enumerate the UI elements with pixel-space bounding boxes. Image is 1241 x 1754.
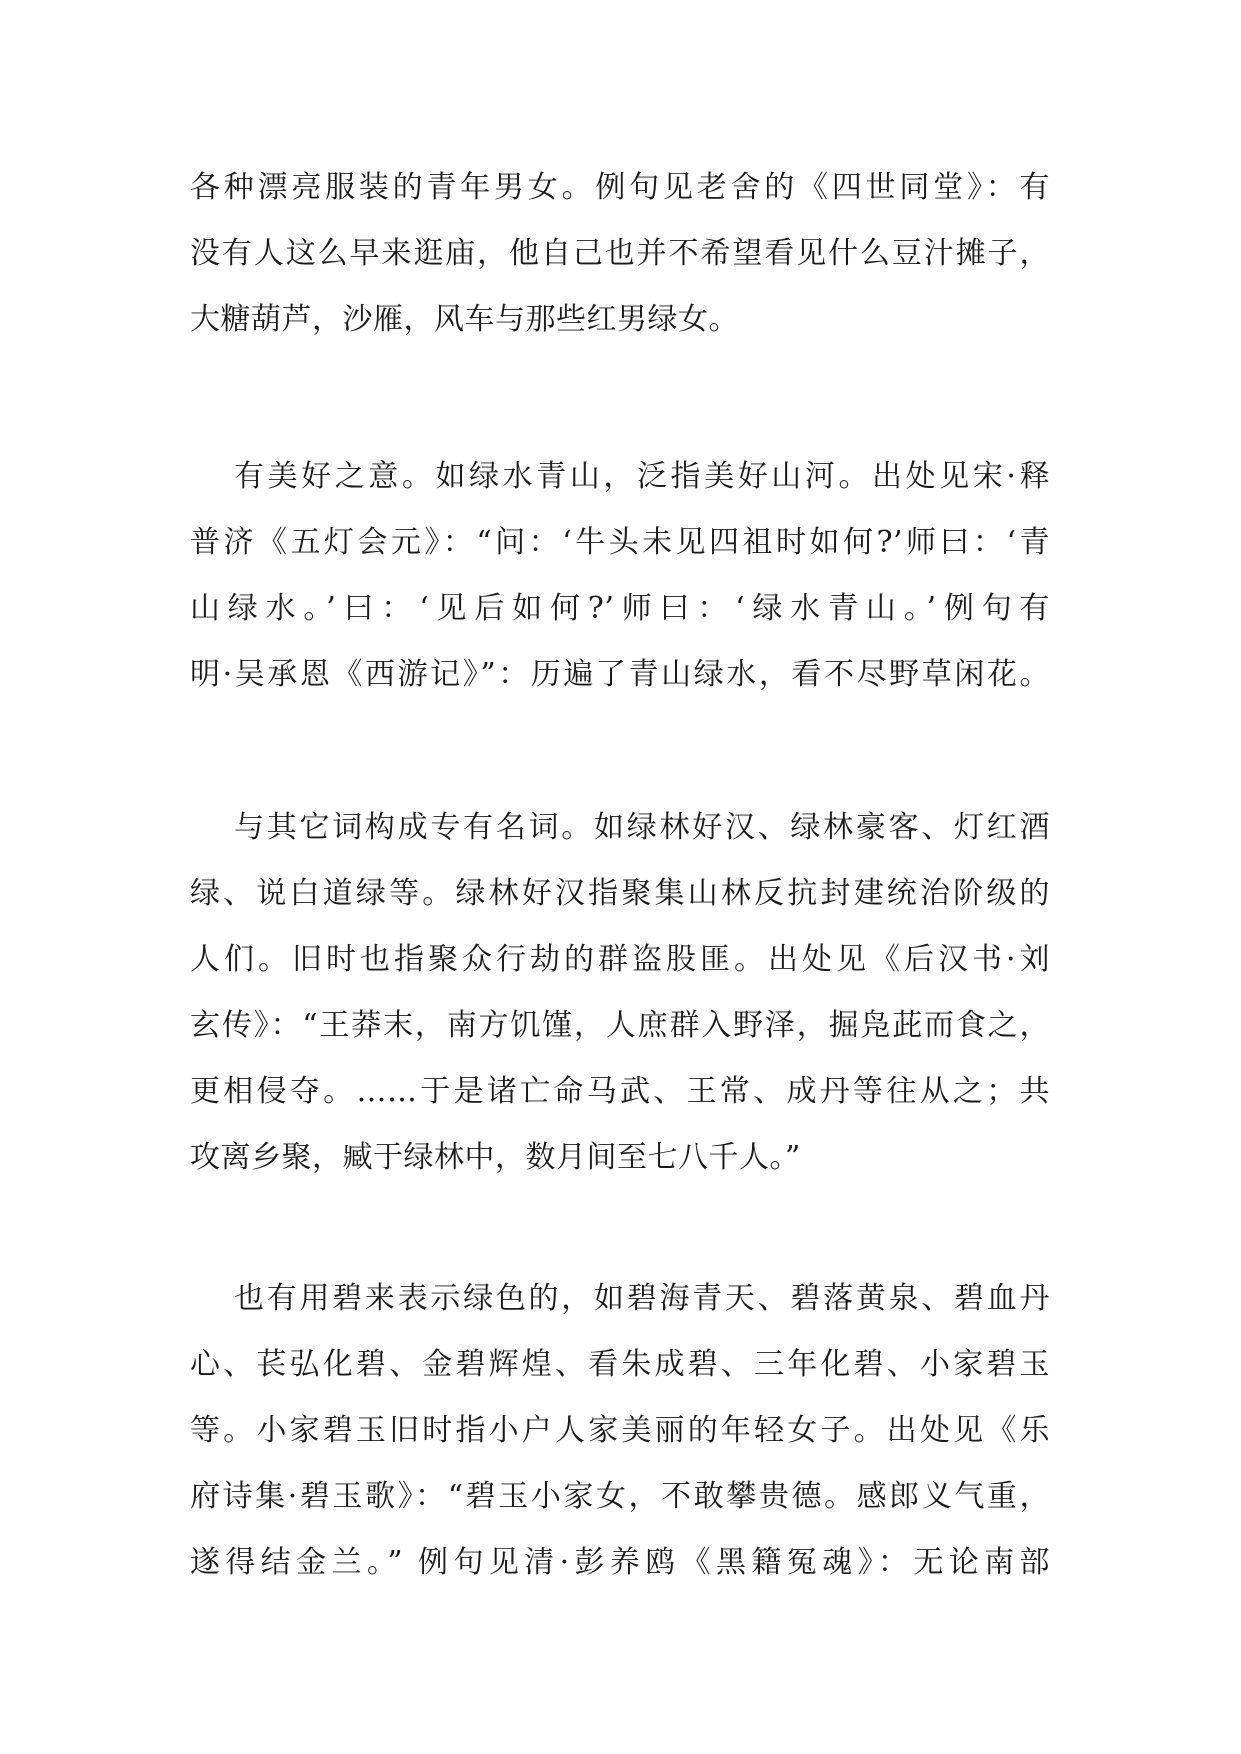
paragraph-greenwood-heroes xyxy=(190,795,1050,1191)
text-line: 府诗集·碧玉歌》：“碧玉小家女，不敢攀贵德。感郎义气重， xyxy=(190,1479,1050,1514)
text-line: 更相侵夺。……于是诸亡命马武、王常、成丹等往从之；共 xyxy=(190,1074,1050,1109)
text-line: 攻离乡聚，臧于绿林中，数月间至七八千人。” xyxy=(190,1140,801,1175)
text-line: 山绿水。’曰：‘见后如何?’师曰：‘绿水青山。’例句有 xyxy=(190,591,1050,626)
text-line: 没有人这么早来逛庙，他自己也并不希望看见什么豆汁摊子， xyxy=(190,236,1050,271)
text-line: 大糖葫芦，沙雁，风车与那些红男绿女。 xyxy=(190,302,739,337)
text-line: 遂得结金兰。” 例句见清·彭养鸥《黑籍冤魂》：无论南部 xyxy=(190,1545,1050,1580)
text-line: 有美好之意。如绿水青山，泛指美好山河。出处见宋·释 xyxy=(234,459,1050,494)
text-line: 绿、说白道绿等。绿林好汉指聚集山林反抗封建统治阶级的 xyxy=(190,876,1050,911)
text-line: 与其它词构成专有名词。如绿林好汉、绿林豪客、灯红酒 xyxy=(234,810,1050,845)
text-line: 明·吴承恩《西游记》”：历遍了青山绿水，看不尽野草闲花。 xyxy=(190,657,1050,692)
text-line: 人们。旧时也指聚众行劫的群盗股匪。出处见《后汉书·刘 xyxy=(190,942,1050,977)
text-line: 玄传》：“王莽末，南方饥馑，人庶群入野泽，掘凫茈而食之， xyxy=(190,1008,1050,1043)
paragraph-red-men-green-women xyxy=(190,155,1050,353)
text-line: 等。小家碧玉旧时指小户人家美丽的年轻女子。出处见《乐 xyxy=(190,1413,1050,1448)
text-line: 也有用碧来表示绿色的，如碧海青天、碧落黄泉、碧血丹 xyxy=(234,1281,1050,1316)
text-line: 各种漂亮服装的青年男女。例句见老舍的《四世同堂》：有 xyxy=(190,170,1050,205)
text-line: 心、苌弘化碧、金碧辉煌、看朱成碧、三年化碧、小家碧玉 xyxy=(190,1347,1050,1382)
paragraph-green-water-blue-mountains xyxy=(190,444,1050,708)
paragraph-jade-green xyxy=(190,1266,1050,1596)
text-line: 普济《五灯会元》：“问：‘牛头未见四祖时如何?’师曰：‘青 xyxy=(190,525,1050,560)
